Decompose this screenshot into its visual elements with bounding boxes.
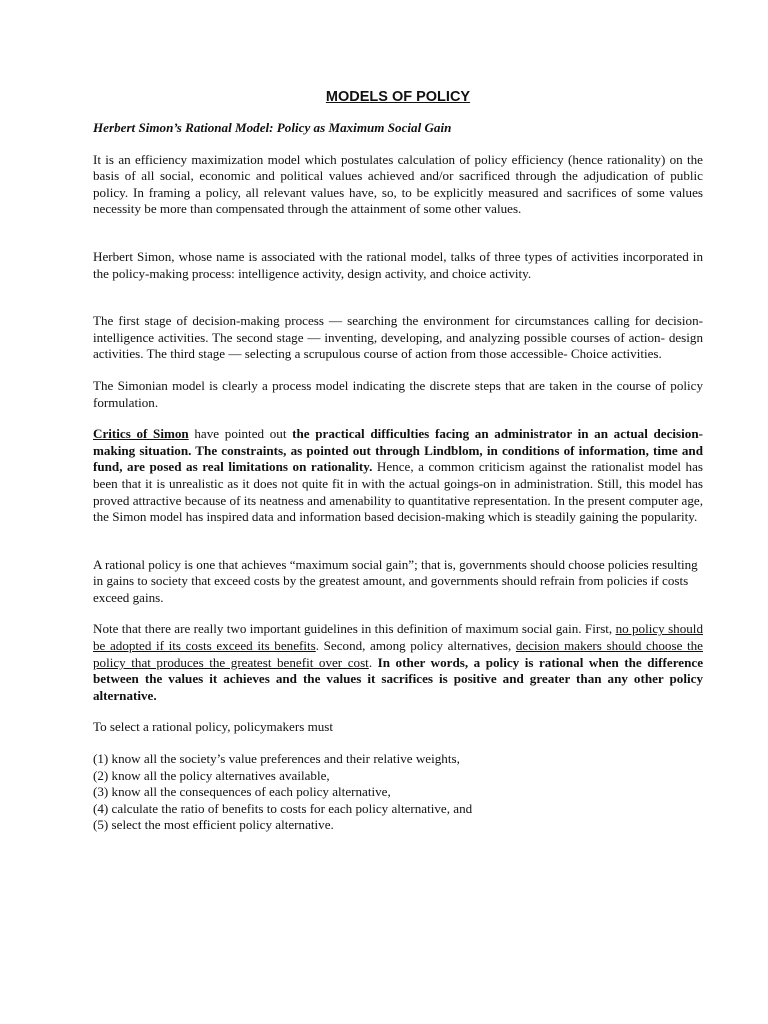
critics-text-2: Hence, a common criticism against the rationalist model has been that it is unrealistic as it does not quite fit in with the actual goings-on in administration. Still, this model has proved attractive because of its neatness and amenability to quantitative representation. In the present computer age, the Simon model has inspired data and information based decision-making which is steadily gaining the popularity. [93, 459, 703, 525]
list-item: (4) calculate the ratio of benefits to costs for each policy alternative, and [93, 800, 473, 816]
list-item: (2) know all the policy alternatives available, [93, 767, 330, 783]
guidelines-text-3: . [368, 654, 378, 670]
paragraph-rational-policy: A rational policy is one that achieves “maximum social gain”; that is, governments should choose policies resulting in gains to society that exceed costs by the greatest amount, and governments should refrain from policies if costs exceed gains. [93, 556, 698, 605]
paragraph-three-activities: Herbert Simon, whose name is associated with the rational model, talks of three types of activities incorporated in the policy-making process: intelligence activity, design activity, and choice activity. [93, 248, 703, 281]
guidelines-text-1: Note that there are really two important guidelines in this definition of maximum social gain. First, [93, 621, 616, 637]
critics-bold-text: the practical difficulties facing an administrator in an actual decision-making situation. The constraints, as pointed out through Lindblom, in conditions of information, time and fund, are posed as real limitations on rationality. [93, 426, 703, 475]
section-subtitle: Herbert Simon’s Rational Model: Policy as Maximum Social Gain [93, 120, 452, 135]
list-item: (5) select the most efficient policy alternative. [93, 817, 334, 833]
paragraph-efficiency: It is an efficiency maximization model which postulates calculation of policy efficiency (hence rationality) on the basis of all social, economic and political values achieved and/or sacrificed through the adjudication of public policy. In framing a policy, all relevant values have, so, to be explicitly measured and sacrifices of some values necessity be more than compensated through the attainment of some other values. [93, 151, 703, 217]
paragraph-critics [93, 426, 703, 526]
critics-link-text: Critics of Simon [93, 426, 189, 442]
paragraph-guidelines [93, 621, 703, 704]
list-item: (3) know all the consequences of each policy alternative, [93, 784, 391, 800]
document-page [93, 88, 703, 834]
paragraph-stages: The first stage of decision-making process — searching the environment for circumstances calling for decision- intelligence activities. The second stage — inventing, developing, and analyzing possible courses of action- design activities. The third stage — selecting a scrupulous course of action from those accessible- Choice activities. [93, 313, 703, 362]
requirements-list [93, 751, 703, 834]
guidelines-bold-text: In other words, a policy is rational when the difference between the values it achieves and the values it sacrifices is positive and greater than any other policy alternative. [93, 654, 704, 703]
paragraph-simonian: The Simonian model is clearly a process model indicating the discrete steps that are taken in the course of policy formulation. [93, 377, 703, 410]
page-title: MODELS OF POLICY [325, 89, 471, 105]
list-item: (1) know all the society’s value preferences and their relative weights, [93, 751, 460, 767]
guideline-two: decision makers should choose the policy that produces the greatest benefit over cost [93, 638, 703, 670]
guidelines-text-2: . Second, among policy alternatives, [315, 638, 516, 654]
paragraph-select-intro: To select a rational policy, policymakers must [93, 719, 334, 735]
critics-text-1: have pointed out [188, 426, 293, 442]
guideline-one: no policy should be adopted if its costs exceed its benefits [93, 621, 703, 654]
